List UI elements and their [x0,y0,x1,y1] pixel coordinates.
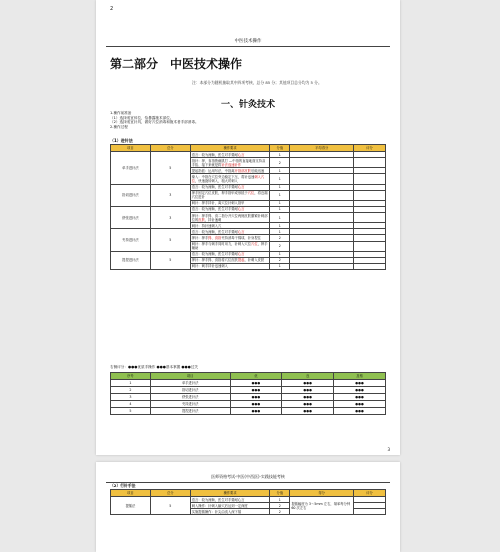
grade-cell: ●●● [334,387,386,394]
legend: 右侧评分：●●●优质手操作 ●●●基本掌握 ●●●过关 [110,365,199,369]
header-cell: 项目 [111,145,151,152]
avg-cell [290,190,354,200]
grade-cell [354,263,386,269]
requirement-cell [190,263,270,269]
requirement-text: 刺针：持针速刺入穴 [191,223,222,228]
table-header-row [111,145,386,152]
table-body-2 [111,497,386,515]
grade-cell [354,174,386,184]
grade-cell: 1 [111,380,151,387]
requirement-cell: 语言：较为流畅，医生对手要耐心言 [190,497,270,503]
requirement-highlight: 心言 [237,229,245,234]
part-title [110,55,242,72]
requirement-text: 针刺入指甲 [227,201,245,206]
requirement-text: 语言：较为流畅，医生对手要耐 [191,152,238,157]
requirement-text: 刺针：押手与刺手同时用力，针刺入穴位 [191,242,252,246]
item-cell: 单手进针法 [111,152,151,185]
requirement-cell: 实施提插操作：针尖由浅入深下插 [190,509,270,515]
grade-cell [354,509,386,515]
requirement-cell [190,158,270,168]
scoring-table-2 [110,489,386,515]
requirement-cell [190,190,270,200]
requirement-text: 押针：押手拇、食二指分开穴位两侧皮肤绷紧针刺部位的 [191,213,268,222]
score-cell: 1 [270,213,290,223]
grade-row [111,387,386,394]
document-page-1 [96,0,400,455]
grade-cell: ●●● [282,387,334,394]
score-cell: 2 [270,509,290,515]
requirement-cell: 刺入操作：针刺入腧穴后达到一定深度 [190,503,270,509]
avg-cell [290,213,354,223]
intro-line: 2.操作过程 [110,124,128,129]
grade-row [111,380,386,387]
document-page-2 [96,462,400,552]
grade-cell: 2 [111,387,151,394]
requirement-text: ，将近端穴位进针 [191,191,268,200]
score-cell: 1 [270,190,290,200]
score-cell: 1 [270,251,290,257]
header-cell: 总分 [150,490,190,497]
grade-row [111,408,386,415]
grade-cell: ●●● [282,408,334,415]
requirement-highlight: 心言 [237,152,245,157]
total-cell: 3 [150,184,190,206]
grade-row [111,401,386,408]
grade-cell [354,190,386,200]
grade-cell: ●●● [334,401,386,408]
grade-header-cell: 序号 [111,373,151,380]
requirement-highlight: 刺入穴位 [191,174,265,183]
score-cell: 1 [270,263,290,269]
table-body [111,152,386,270]
score-cell: 1 [270,206,290,212]
grade-cell: 5 [111,408,151,415]
grade-cell: 3 [111,394,151,401]
score-cell: 2 [270,257,290,263]
score-cell: 2 [270,241,290,251]
grade-body [111,380,386,415]
requirement-highlight: 针法选速针作 [221,162,242,167]
grade-header-row [111,373,386,380]
running-head-2: 医师资格考试·中医(中西医)·实践技能考核 [106,474,390,483]
grade-cell: ●●● [230,394,282,401]
score-cell: 2 [270,158,290,168]
requirement-text: 指针：押，食指拨截肌打 —中指的直接地面支持双手掐、接下来就是将 [191,158,266,167]
section-title: 一、针灸技术 [220,100,275,110]
item-cell: 舒张进针法 [111,206,151,228]
requirement-text: 押手固定穴位皮肤，押手指甲成形抵于 [191,191,248,196]
requirement-text: 语言：较为流畅，医生对手要耐 [191,207,238,212]
grade-cell [354,213,386,223]
grade-cell: 4 [111,401,151,408]
grade-cell: 舒张进针法 [150,394,230,401]
header-cell: 评分 [354,490,386,497]
item-cell: 指切进针法 [111,184,151,206]
total-cell: 5 [150,152,190,185]
requirement-text: 后能迅速 [251,168,265,173]
header-cell: 评分 [354,145,386,152]
item-cell: 夹持进针法 [111,229,151,251]
grade-cell: 夹持进针法 [150,401,230,408]
item-cell: 提捏进针法 [111,251,151,269]
item-cell: 提插法 [111,497,151,515]
requirement-cell [190,241,270,251]
table-header-row [111,490,386,497]
avg-cell [290,263,354,269]
header-cell: 分值 [270,490,290,497]
avg-cell [290,241,354,251]
grade-cell: ●●● [282,401,334,408]
grade-header-cell: 项目 [150,373,230,380]
grade-header-cell: 良 [282,373,334,380]
header-cell: 得分 [290,490,354,497]
requirement-text: ，持针速刺 [204,217,222,222]
grade-table [110,372,386,415]
score-cell: 1 [270,174,290,184]
grade-cell: ●●● [282,394,334,401]
grade-cell: ●●● [334,394,386,401]
grade-header-cell: 优 [230,373,282,380]
requirement-text: 提起指派：运用写法，中指离 [191,168,235,173]
requirement-highlight: 拇、食指 [208,235,222,240]
grade-cell: ●●● [230,408,282,415]
grade-cell: 提捏进针法 [150,408,230,415]
grade-cell: ●●● [334,380,386,387]
grade-cell [354,158,386,168]
total-cell: 3 [150,206,190,228]
requirement-text: 刺针：刺手持针迅速刺入 [191,264,228,269]
requirement-text: 语言：较为流畅，医生对手要耐 [191,252,238,257]
grade-header-cell: 及格 [334,373,386,380]
requirement-text: 刺针：押手持针，离穴位 [191,201,228,206]
grade-cell [354,241,386,251]
requirement-highlight: 开指部皮肤 [234,168,252,173]
score-cell: 1 [270,223,290,229]
score-cell: 1 [270,184,290,190]
grade-cell: ●●● [230,401,282,408]
requirement-cell [190,213,270,223]
requirement-text: 夹持消毒干棉球，针身捏住 [221,235,261,240]
score-cell: 2 [270,235,290,241]
grade-cell: ●●● [282,380,334,387]
requirement-highlight: 穴位 [251,242,258,246]
total-cell: 5 [150,229,190,251]
note-cell: 提插幅度为 3～5mm 左右，频率每分钟 60 次左右 [290,497,354,515]
score-cell: 1 [270,168,290,174]
score-cell: 1 [270,229,290,235]
intro-steps [110,111,199,129]
header-cell: 平均得分 [290,145,354,152]
header-cell: 总分 [150,145,190,152]
requirement-cell [190,174,270,184]
header-cell: 操作要求 [190,145,270,152]
requirement-highlight: 穴位 [247,191,255,196]
header-cell: 分值 [270,145,290,152]
requirement-text: 押针：押手 [191,235,209,240]
running-head: 中医技术操作 [106,38,390,47]
intro-line: （2）选择适宜针具，做好穴位消毒和施术者手部消毒。 [110,120,199,125]
requirement-text: 缘入：中指在穴位旁边稳定下压，将针迅速 [191,174,255,179]
header-cell: 项目 [111,490,151,497]
subheading: （1）进针法 [110,138,133,143]
requirement-highlight: 皮肤 [198,217,205,222]
requirement-highlight: 心言 [237,185,245,190]
requirement-text: ，押手辅助 [191,242,268,251]
requirement-text: ，快速旋转刺入，粗大时刺入 [194,178,238,183]
score-cell: 1 [270,200,290,206]
requirement-highlight: 心言 [237,252,245,257]
requirement-text: 语言：较为流畅，医生对手要耐 [191,185,238,190]
exam-note: 注：本部分为随机抽取其中四项考核，总分 85 分；其他项目总分均为 5 分。 [192,80,322,85]
requirement-highlight: 心言 [237,207,245,212]
total-cell: 5 [150,497,190,515]
grade-cell: 指切进针法 [150,387,230,394]
intro-line: 1.操作前准备 [110,111,132,115]
header-cell: 操作要求 [190,490,270,497]
avg-cell [290,174,354,184]
grade-cell: ●●● [230,380,282,387]
grade-cell: ●●● [334,408,386,415]
requirement-text: ，针刺入皮肤 [244,258,265,263]
grade-cell: 单手进针法 [150,380,230,387]
avg-cell [290,158,354,168]
page-number-bottom: 3 [387,447,390,452]
grade-row [111,394,386,401]
scoring-table [110,144,386,270]
score-cell: 1 [270,152,290,158]
score-cell: 1 [270,497,290,503]
intro-line: （1）选择适宜体位，恰暴露施术部位。 [110,115,174,120]
part-name: 中医技术操作 [170,57,243,71]
requirement-highlight: 提起 [237,258,245,263]
grade-cell: ●●● [230,387,282,394]
subheading-2: （2）行针手法 [110,483,136,488]
score-cell: 2 [270,503,290,509]
part-label: 第二部分 [110,57,159,71]
total-cell: 5 [150,251,190,269]
requirement-text: 语言：较为流畅，医生对手要耐 [191,229,238,234]
page-number-top: 2 [110,6,114,12]
requirement-text: 押针：押手拇、食指将穴位皮肤 [191,258,238,263]
